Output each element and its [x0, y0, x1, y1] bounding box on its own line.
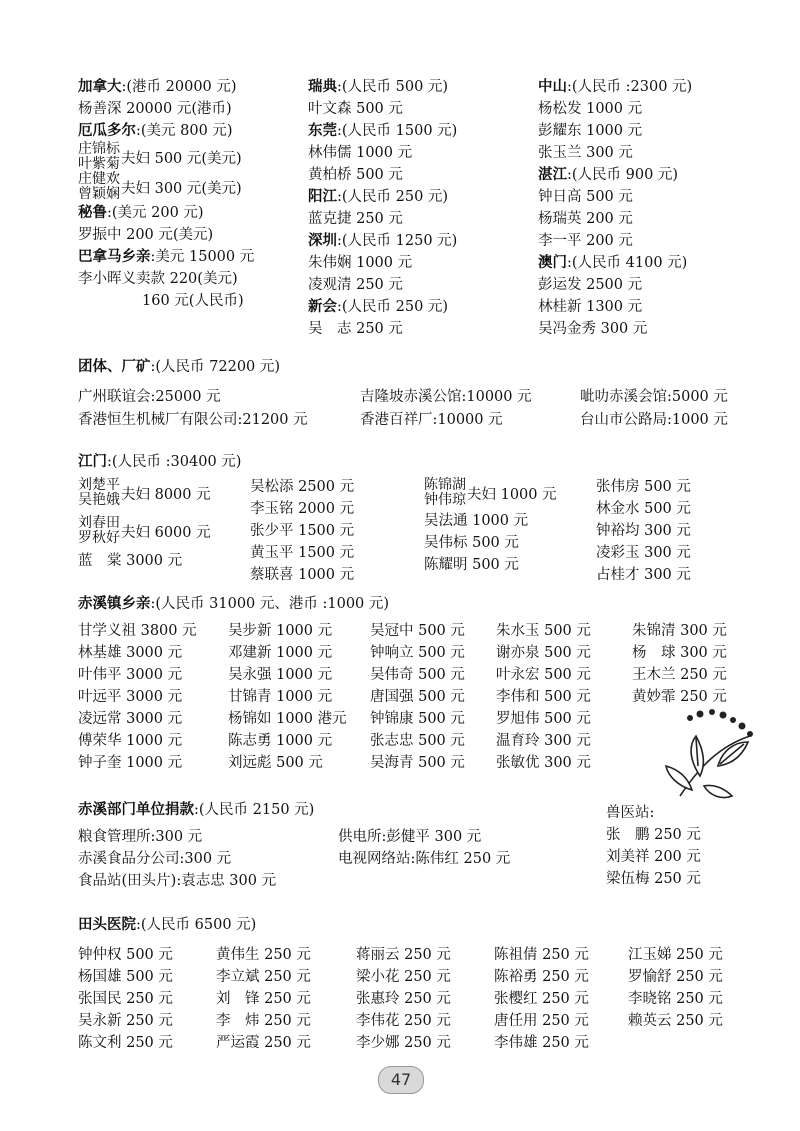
region-name: 阳江	[308, 189, 337, 205]
donor-entry: 刘美祥 200 元	[606, 849, 701, 865]
group-item: 广州联谊会:25000 元	[78, 389, 221, 405]
donor-entry: 钟锦康 500 元	[370, 711, 465, 727]
jiangmen-column-2	[250, 476, 354, 586]
name: 庄锦标	[78, 141, 120, 157]
group-item: 呲叻赤溪会馆:5000 元	[580, 389, 728, 405]
donor-entry: 杨松发 1000 元	[538, 101, 643, 117]
region-heading	[78, 120, 298, 142]
region-total: :(人民币 1250 元)	[337, 233, 458, 249]
region-name: 秘鲁	[78, 205, 107, 221]
amount: 夫妇 1000 元	[467, 486, 557, 503]
chixi-column-3	[370, 620, 465, 774]
chixi-heading: 赤溪镇乡亲:(人民币 31000 元、港币 :1000 元)	[78, 596, 390, 612]
donor-entry: 张玉兰 300 元	[538, 145, 633, 161]
hospital-column-3	[356, 944, 451, 1054]
donor-entry: 李晓铭 250 元	[628, 991, 723, 1007]
region-total: :(人民币 900 元)	[567, 167, 679, 183]
donor-entry: 叶永宏 500 元	[496, 667, 591, 683]
donor-entry: 李伟花 250 元	[356, 1013, 451, 1029]
chixi-column-5	[632, 620, 727, 708]
name: 庄健欢	[78, 171, 120, 187]
couple-names	[78, 172, 120, 202]
region-total: :(人民币 4100 元)	[567, 255, 688, 271]
region-name: 厄瓜多尔	[78, 123, 136, 139]
group-item: 香港恒生机械厂有限公司:21200 元	[78, 412, 308, 428]
chixi-column-4	[496, 620, 591, 774]
donor-entry: 梁小花 250 元	[356, 969, 451, 985]
region-name: 瑞典	[308, 79, 337, 95]
hospital-column-2	[216, 944, 311, 1054]
region-name: 澳门	[538, 255, 567, 271]
donor-entry: 吴伟奇 500 元	[370, 667, 465, 683]
donor-entry: 彭运发 2500 元	[538, 277, 643, 293]
donor-entry: 张敏优 300 元	[496, 755, 591, 771]
donor-entry: 刘 锋 250 元	[216, 991, 311, 1007]
donor-entry: 刘远彪 500 元	[228, 755, 323, 771]
departments-heading: 赤溪部门单位捐款:(人民币 2150 元)	[78, 802, 315, 818]
group-item: 香港百祥厂:10000 元	[360, 412, 503, 428]
donor-entry: 陈祖倩 250 元	[494, 947, 589, 963]
donor-entry: 李玉铭 2000 元	[250, 501, 355, 517]
couple-names	[78, 142, 120, 172]
amount: 夫妇 8000 元	[121, 486, 211, 503]
hospital-column-1	[78, 944, 173, 1054]
region-total: :(人民币 250 元)	[337, 189, 449, 205]
vet-station-title: 兽医站:	[606, 805, 655, 821]
donor-entry: 甘锦青 1000 元	[228, 689, 333, 705]
region-heading	[308, 230, 528, 252]
donor-entry: 黄玉平 1500 元	[250, 545, 355, 561]
donor-entry: 吴松添 2500 元	[250, 479, 355, 495]
donor-entry: 彭耀东 1000 元	[538, 123, 643, 139]
region-total: :(人民币 :2300 元)	[567, 79, 693, 95]
couple-entry	[78, 172, 298, 202]
donor-entry: 黄妙霏 250 元	[632, 689, 727, 705]
donor-entry: 张樱红 250 元	[494, 991, 589, 1007]
donor-entry: 李 炜 250 元	[216, 1013, 311, 1029]
donor-entry: 吴法通 1000 元	[424, 513, 529, 529]
donor-entry: 蔡联喜 1000 元	[250, 567, 355, 583]
hospital-column-5	[628, 944, 723, 1032]
region-heading	[78, 246, 298, 268]
name: 钟伟琼	[424, 492, 466, 508]
donor-entry: 林金水 500 元	[596, 501, 691, 517]
donor-entry: 罗振中 200 元(美元)	[78, 227, 214, 243]
donor-entry: 张惠玲 250 元	[356, 991, 451, 1007]
vet-station	[606, 802, 701, 890]
donor-entry: 李小晖义卖款 220(美元)	[78, 271, 238, 287]
jiangmen-heading: 江门:(人民币 :30400 元)	[78, 454, 242, 470]
region-total: :(人民币 500 元)	[337, 79, 449, 95]
name: 叶紫菊	[78, 156, 120, 172]
donor-entry: 李一平 200 元	[538, 233, 633, 249]
donor-entry: 蓝 棠 3000 元	[78, 553, 183, 569]
donor-entry: 钟响立 500 元	[370, 645, 465, 661]
donor-entry: 蓝克捷 250 元	[308, 211, 403, 227]
overseas-column-3	[538, 76, 758, 340]
region-total: :美元 15000 元	[150, 249, 255, 265]
donor-entry: 谢亦泉 500 元	[496, 645, 591, 661]
department-entry: 食品站(田头片):袁志忠 300 元	[78, 873, 277, 889]
jiangmen-column-1	[78, 476, 211, 572]
donor-entry: 林伟儒 1000 元	[308, 145, 413, 161]
donor-entry: 李少娜 250 元	[356, 1035, 451, 1051]
donor-entry: 张国民 250 元	[78, 991, 173, 1007]
region-heading	[308, 186, 528, 208]
donor-entry: 甘学义祖 3800 元	[78, 623, 197, 639]
donor-entry: 叶伟平 3000 元	[78, 667, 183, 683]
donor-entry: 张 鹏 250 元	[606, 827, 701, 843]
region-name: 中山	[538, 79, 567, 95]
region-name: 新会	[308, 299, 337, 315]
donor-entry: 黄伟生 250 元	[216, 947, 311, 963]
donor-entry: 林桂新 1300 元	[538, 299, 643, 315]
region-heading	[308, 296, 528, 318]
region-heading	[538, 252, 758, 274]
region-total: :(港币 20000 元)	[121, 79, 237, 95]
group-item: 台山市公路局:1000 元	[580, 412, 728, 428]
donor-entry: 钟裕均 300 元	[596, 523, 691, 539]
donor-entry: 张志忠 500 元	[370, 733, 465, 749]
amount: 夫妇 500 元(美元)	[121, 150, 242, 167]
region-heading	[538, 164, 758, 186]
region-heading	[308, 120, 528, 142]
name: 罗秋好	[78, 530, 120, 546]
region-heading	[78, 76, 298, 98]
flower-ornament-icon	[660, 706, 770, 806]
name: 吴艳娥	[78, 492, 120, 508]
donor-entry: 陈文利 250 元	[78, 1035, 173, 1051]
donor-entry: 叶远平 3000 元	[78, 689, 183, 705]
donor-entry: 凌彩玉 300 元	[596, 545, 691, 561]
groups-heading: 团体、厂矿:(人民币 72200 元)	[78, 359, 281, 375]
donor-entry: 吴 志 250 元	[308, 321, 403, 337]
departments-left	[78, 826, 276, 892]
donor-entry: 朱水玉 500 元	[496, 623, 591, 639]
donor-entry: 李伟和 500 元	[496, 689, 591, 705]
donor-entry: 朱锦清 300 元	[632, 623, 727, 639]
region-total: :(人民币 250 元)	[337, 299, 449, 315]
donor-entry: 吴伟标 500 元	[424, 535, 519, 551]
name: 陈锦湖	[424, 477, 466, 493]
donor-entry: 李立斌 250 元	[216, 969, 311, 985]
donor-entry: 钟子奎 1000 元	[78, 755, 183, 771]
donor-entry: 罗愉舒 250 元	[628, 969, 723, 985]
donor-entry: 吴步新 1000 元	[228, 623, 333, 639]
donor-entry: 叶文森 500 元	[308, 101, 403, 117]
donor-entry: 钟日高 500 元	[538, 189, 633, 205]
donor-entry: 邓建新 1000 元	[228, 645, 333, 661]
donor-entry: 张伟房 500 元	[596, 479, 691, 495]
donor-entry: 杨锦如 1000 港元	[228, 711, 347, 727]
donor-entry: 严运霞 250 元	[216, 1035, 311, 1051]
department-entry: 粮食管理所:300 元	[78, 829, 203, 845]
donor-entry: 杨国雄 500 元	[78, 969, 173, 985]
department-entry: 赤溪食品分公司:300 元	[78, 851, 232, 867]
donor-entry: 黄柏桥 500 元	[308, 167, 403, 183]
donor-entry: 王木兰 250 元	[632, 667, 727, 683]
name: 曾颖娴	[78, 186, 120, 202]
couple-entry	[78, 142, 298, 172]
jiangmen-column-3	[424, 476, 557, 576]
region-heading	[78, 202, 298, 224]
region-heading	[308, 76, 528, 98]
region-total: :(美元 800 元)	[136, 123, 233, 139]
chixi-column-1	[78, 620, 197, 774]
page-number: 47	[378, 1066, 424, 1094]
overseas-column-2	[308, 76, 528, 340]
couple-entry	[78, 514, 211, 548]
donor-entry: 江玉娣 250 元	[628, 947, 723, 963]
region-name: 巴拿马乡亲	[78, 249, 151, 265]
donor-entry: 蒋丽云 250 元	[356, 947, 451, 963]
hospital-column-4	[494, 944, 589, 1054]
amount: 夫妇 300 元(美元)	[121, 180, 242, 197]
donor-entry: 林基雄 3000 元	[78, 645, 183, 661]
donor-entry: 李伟雄 250 元	[494, 1035, 589, 1051]
overseas-column-1	[78, 76, 298, 312]
donor-entry: 杨 球 300 元	[632, 645, 727, 661]
donor-entry: 梁伍梅 250 元	[606, 871, 701, 887]
name: 刘春田	[78, 515, 120, 531]
department-entry: 供电所:彭健平 300 元	[338, 829, 482, 845]
group-item: 吉隆坡赤溪公馆:10000 元	[360, 389, 532, 405]
donor-entry: 唐国强 500 元	[370, 689, 465, 705]
region-name: 湛江	[538, 167, 567, 183]
region-total: :(人民币 1500 元)	[337, 123, 458, 139]
donor-entry: 凌观清 250 元	[308, 277, 403, 293]
donor-entry: 吴冯金秀 300 元	[538, 321, 648, 337]
region-name: 东莞	[308, 123, 337, 139]
couple-entry	[424, 476, 557, 510]
chixi-column-2	[228, 620, 347, 774]
amount: 夫妇 6000 元	[121, 524, 211, 541]
donor-entry: 凌远常 3000 元	[78, 711, 183, 727]
region-heading	[538, 76, 758, 98]
donor-entry: 唐任用 250 元	[494, 1013, 589, 1029]
couple-entry	[78, 476, 211, 510]
region-name: 深圳	[308, 233, 337, 249]
donor-entry: 杨瑞英 200 元	[538, 211, 633, 227]
donor-entry: 吴永新 250 元	[78, 1013, 173, 1029]
donor-entry: 陈志勇 1000 元	[228, 733, 333, 749]
donor-entry: 吴冠中 500 元	[370, 623, 465, 639]
department-entry: 电视网络站:陈伟红 250 元	[338, 851, 511, 867]
donor-entry: 朱伟娴 1000 元	[308, 255, 413, 271]
jiangmen-column-4	[596, 476, 691, 586]
donor-entry: 温育玲 300 元	[496, 733, 591, 749]
donor-entry: 钟仲权 500 元	[78, 947, 173, 963]
hospital-heading: 田头医院:(人民币 6500 元)	[78, 917, 257, 933]
region-name: 加拿大	[78, 79, 122, 95]
donor-entry: 罗旭伟 500 元	[496, 711, 591, 727]
donor-entry: 赖英云 250 元	[628, 1013, 723, 1029]
donor-entry: 占桂才 300 元	[596, 567, 691, 583]
region-total: :(美元 200 元)	[107, 205, 204, 221]
donor-entry: 张少平 1500 元	[250, 523, 355, 539]
donor-entry: 杨善深 20000 元(港币)	[78, 101, 232, 117]
departments-middle	[338, 826, 510, 870]
donor-entry: 吴海青 500 元	[370, 755, 465, 771]
donor-entry: 陈耀明 500 元	[424, 557, 519, 573]
name: 刘楚平	[78, 477, 120, 493]
donor-entry: 傅荣华 1000 元	[78, 733, 183, 749]
donor-entry: 吴永强 1000 元	[228, 667, 333, 683]
donor-entry: 陈裕勇 250 元	[494, 969, 589, 985]
donor-entry: 160 元(人民币)	[142, 293, 244, 309]
